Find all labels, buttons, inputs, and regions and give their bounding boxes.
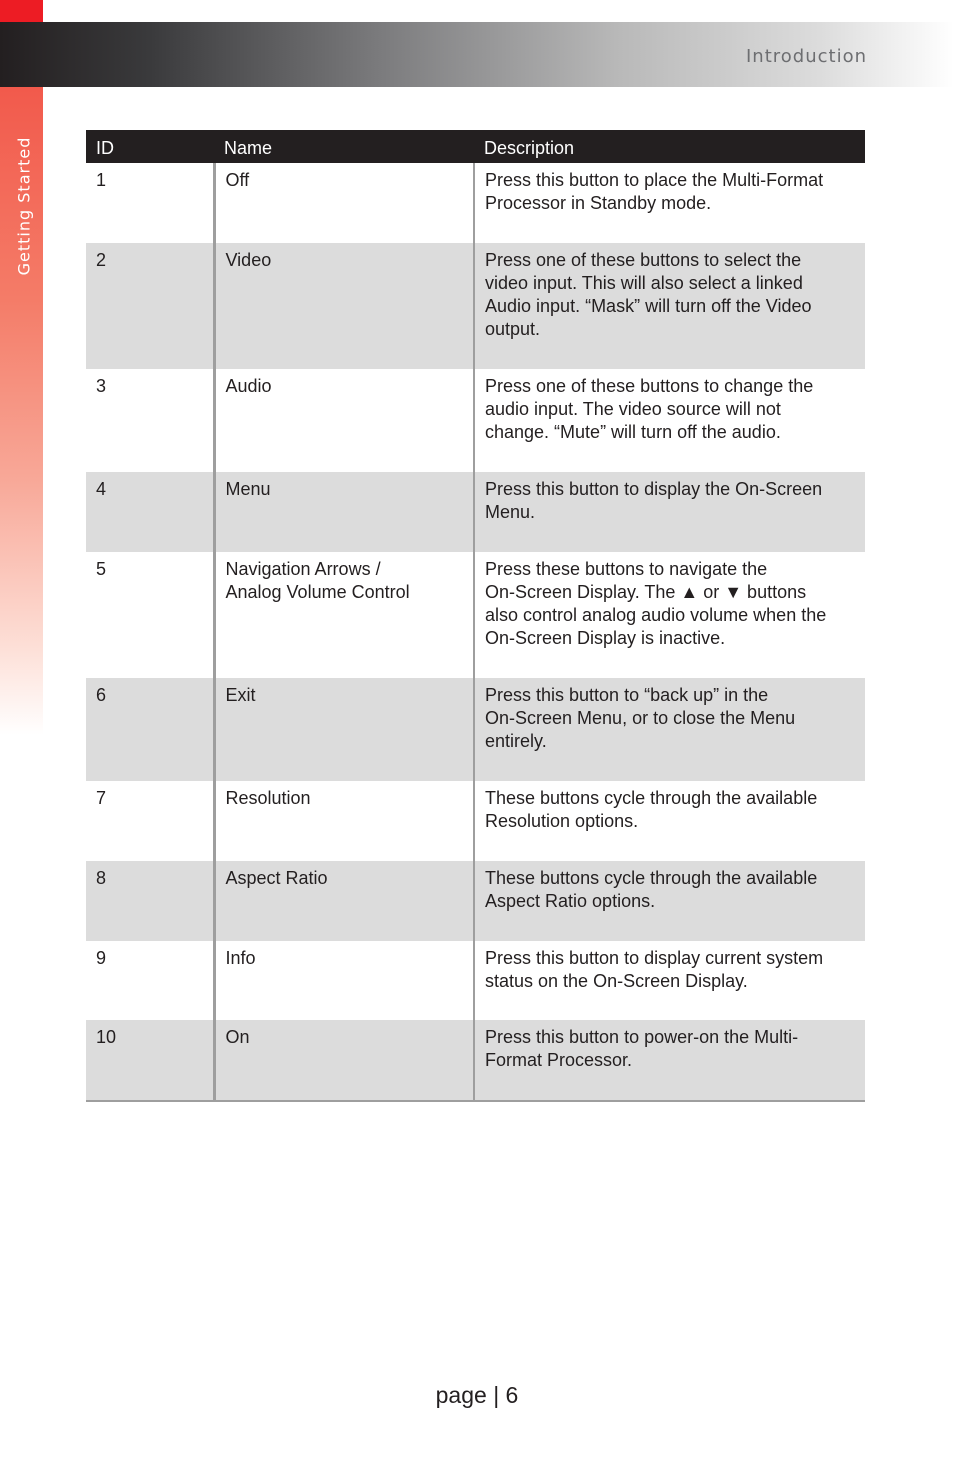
header-description: Description — [474, 130, 865, 163]
description-line: Press this button to place the Multi-Format — [485, 170, 824, 190]
description-line: These buttons cycle through the available — [485, 788, 818, 808]
name-line: Aspect Ratio — [225, 868, 328, 888]
side-section-label: Getting Started — [14, 136, 34, 276]
name-line: Navigation Arrows / — [225, 559, 381, 579]
table-header-row — [86, 130, 865, 163]
row-description — [474, 1020, 865, 1101]
description-line: Press this button to “back up” in the — [485, 685, 769, 705]
page-number: page | 6 — [435, 1382, 519, 1408]
description-line: On-Screen Display. The ▲ or ▼ buttons — [485, 582, 807, 602]
name-line: Analog Volume Control — [225, 582, 410, 602]
row-id: 7 — [86, 781, 214, 861]
name-line: Audio — [225, 376, 272, 396]
table-row — [86, 369, 865, 472]
description-line: video input. This will also select a linked — [485, 273, 803, 293]
description-line: Press this button to display current system — [485, 948, 824, 968]
row-name — [214, 781, 474, 861]
row-name — [214, 552, 474, 678]
row-id: 5 — [86, 552, 214, 678]
name-line: Exit — [225, 685, 256, 705]
description-line: Menu. — [485, 502, 536, 522]
row-description — [474, 861, 865, 941]
description-line: Press this button to display the On-Screen — [485, 479, 823, 499]
description-line: output. — [485, 319, 541, 339]
row-description — [474, 941, 865, 1020]
table-row — [86, 678, 865, 781]
description-line: change. “Mute” will turn off the audio. — [485, 422, 781, 442]
description-line: Press one of these buttons to select the — [485, 250, 802, 270]
name-line: On — [225, 1027, 250, 1047]
page-title: Introduction — [745, 46, 867, 67]
description-line: Processor in Standby mode. — [485, 193, 712, 213]
row-description — [474, 163, 865, 243]
row-name — [214, 163, 474, 243]
table-row — [86, 552, 865, 678]
header-id: ID — [86, 130, 214, 163]
row-description — [474, 781, 865, 861]
row-id: 6 — [86, 678, 214, 781]
row-name — [214, 369, 474, 472]
description-line: Press these buttons to navigate the — [485, 559, 768, 579]
name-line: Info — [225, 948, 256, 968]
description-line: audio input. The video source will not — [485, 399, 781, 419]
row-id: 9 — [86, 941, 214, 1020]
table-row — [86, 1020, 865, 1101]
description-line: Audio input. “Mask” will turn off the Video — [485, 296, 812, 316]
row-description — [474, 472, 865, 552]
row-id: 3 — [86, 369, 214, 472]
row-description — [474, 243, 865, 369]
table-row — [86, 861, 865, 941]
table-row — [86, 781, 865, 861]
row-id: 4 — [86, 472, 214, 552]
row-name — [214, 243, 474, 369]
name-line: Video — [225, 250, 272, 270]
row-id: 10 — [86, 1020, 214, 1101]
row-description — [474, 678, 865, 781]
header-name: Name — [214, 130, 474, 163]
description-line: status on the On-Screen Display. — [485, 971, 748, 991]
description-line: Press this button to power-on the Multi- — [485, 1027, 799, 1047]
name-line: Menu — [225, 479, 271, 499]
description-line: Aspect Ratio options. — [485, 891, 656, 911]
table-row — [86, 941, 865, 1020]
description-line: These buttons cycle through the available — [485, 868, 818, 888]
row-description — [474, 369, 865, 472]
row-name — [214, 1020, 474, 1101]
description-line: Resolution options. — [485, 811, 639, 831]
row-name — [214, 861, 474, 941]
description-line: Format Processor. — [485, 1050, 633, 1070]
row-id: 2 — [86, 243, 214, 369]
table-row — [86, 243, 865, 369]
row-name — [214, 472, 474, 552]
table-row — [86, 472, 865, 552]
row-id: 8 — [86, 861, 214, 941]
row-description — [474, 552, 865, 678]
table-row — [86, 163, 865, 243]
name-line: Off — [225, 170, 250, 190]
name-line: Resolution — [225, 788, 311, 808]
description-line: also control analog audio volume when the — [485, 605, 827, 625]
buttons-table — [86, 130, 865, 1102]
row-name — [214, 678, 474, 781]
header-bar — [0, 22, 954, 87]
side-section-tab — [0, 0, 43, 735]
description-line: On-Screen Display is inactive. — [485, 628, 726, 648]
row-id: 1 — [86, 163, 214, 243]
description-line: On-Screen Menu, or to close the Menu — [485, 708, 796, 728]
description-line: Press one of these buttons to change the — [485, 376, 814, 396]
row-name — [214, 941, 474, 1020]
description-line: entirely. — [485, 731, 547, 751]
